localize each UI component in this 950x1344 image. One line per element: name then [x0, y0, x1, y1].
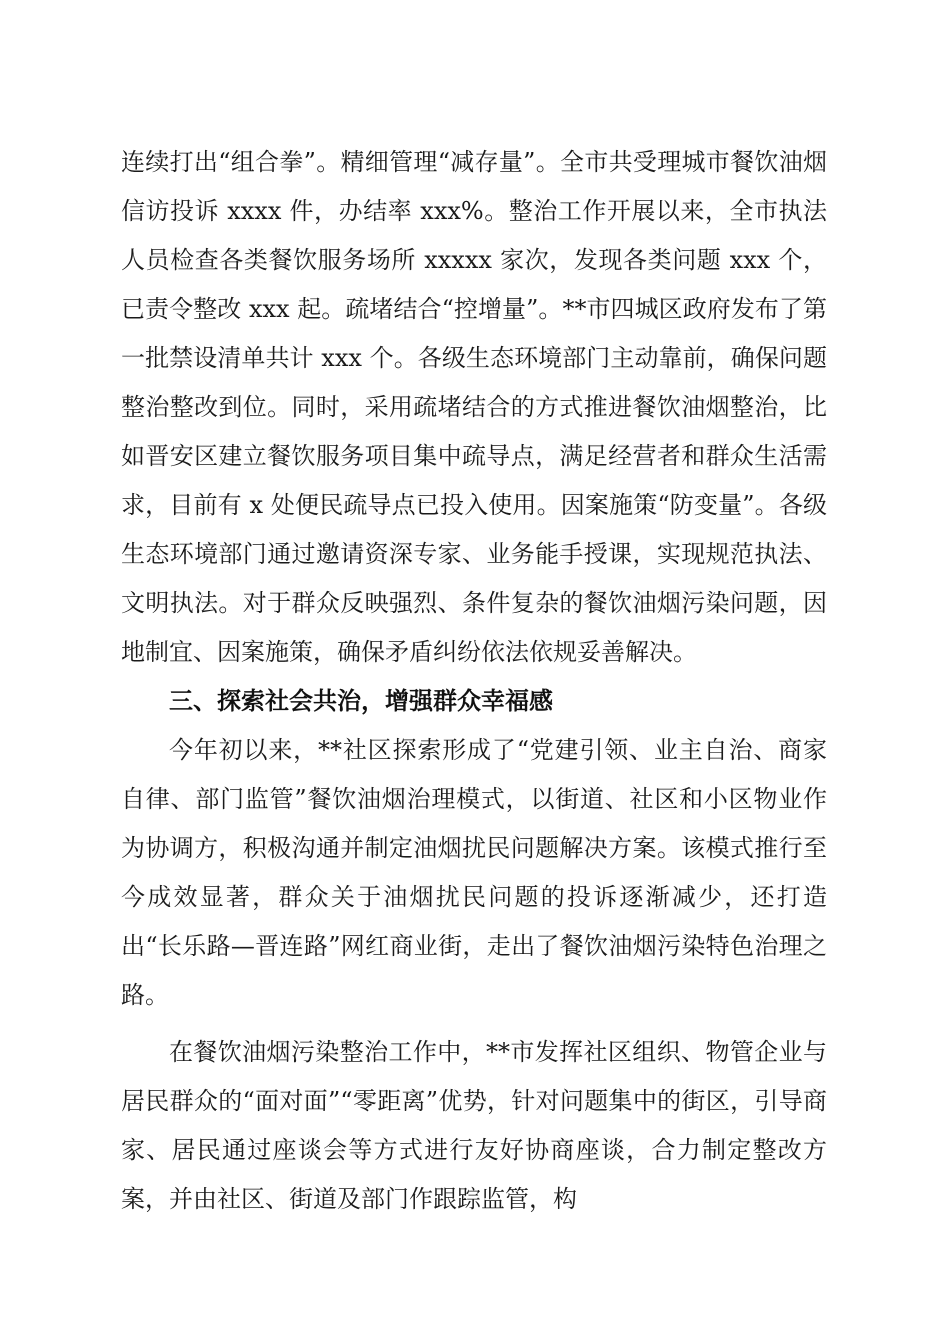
body-paragraph-1: 连续打出“组合拳”。精细管理“减存量”。全市共受理城市餐饮油烟信访投诉 xxxx 件，办结率 xxx%。整治工作开展以来，全市执法人员检查各类餐饮服务场所 xxxxx 家次，发现各类问题 xxx 个，已责令整改 xxx 起。疏堵结合“控增量”。**市四城区政府发布了第一批禁设清单共计 xxx 个。各级生态环境部门主动靠前，确保问题整治整改到位。同时，采用疏堵结合的方式推进餐饮油烟整治，比如晋安区建立餐饮服务项目集中疏导点，满足经营者和群众生活需求，目前有 x 处便民疏导点已投入使用。因案施策“防变量”。各级生态环境部门通过邀请资深专家、业务能手授课，实现规范执法、文明执法。对于群众反映强烈、条件复杂的餐饮油烟污染问题，因地制宜、因案施策，确保矛盾纠纷依法依规妥善解决。	[121, 148, 827, 666]
body-paragraph-2: 今年初以来，**社区探索形成了“党建引领、业主自治、商家自律、部门监管”餐饮油烟治理模式，以街道、社区和小区物业作为协调方，积极沟通并制定油烟扰民问题解决方案。该模式推行至今成效显著，群众关于油烟扰民问题的投诉逐渐减少，还打造出“长乐路—晋连路”网红商业街，走出了餐饮油烟污染特色治理之路。	[121, 736, 827, 1009]
document-body	[121, 138, 827, 1224]
paragraph-spacer	[121, 1020, 827, 1028]
section-heading: 三、探索社会共治，增强群众幸福感	[169, 687, 553, 715]
body-paragraph-3: 在餐饮油烟污染整治工作中，**市发挥社区组织、物管企业与居民群众的“面对面”“零距离”优势，针对问题集中的街区，引导商家、居民通过座谈会等方式进行友好协商座谈，合力制定整改方案，并由社区、街道及部门作跟踪监管，构	[121, 1038, 827, 1213]
